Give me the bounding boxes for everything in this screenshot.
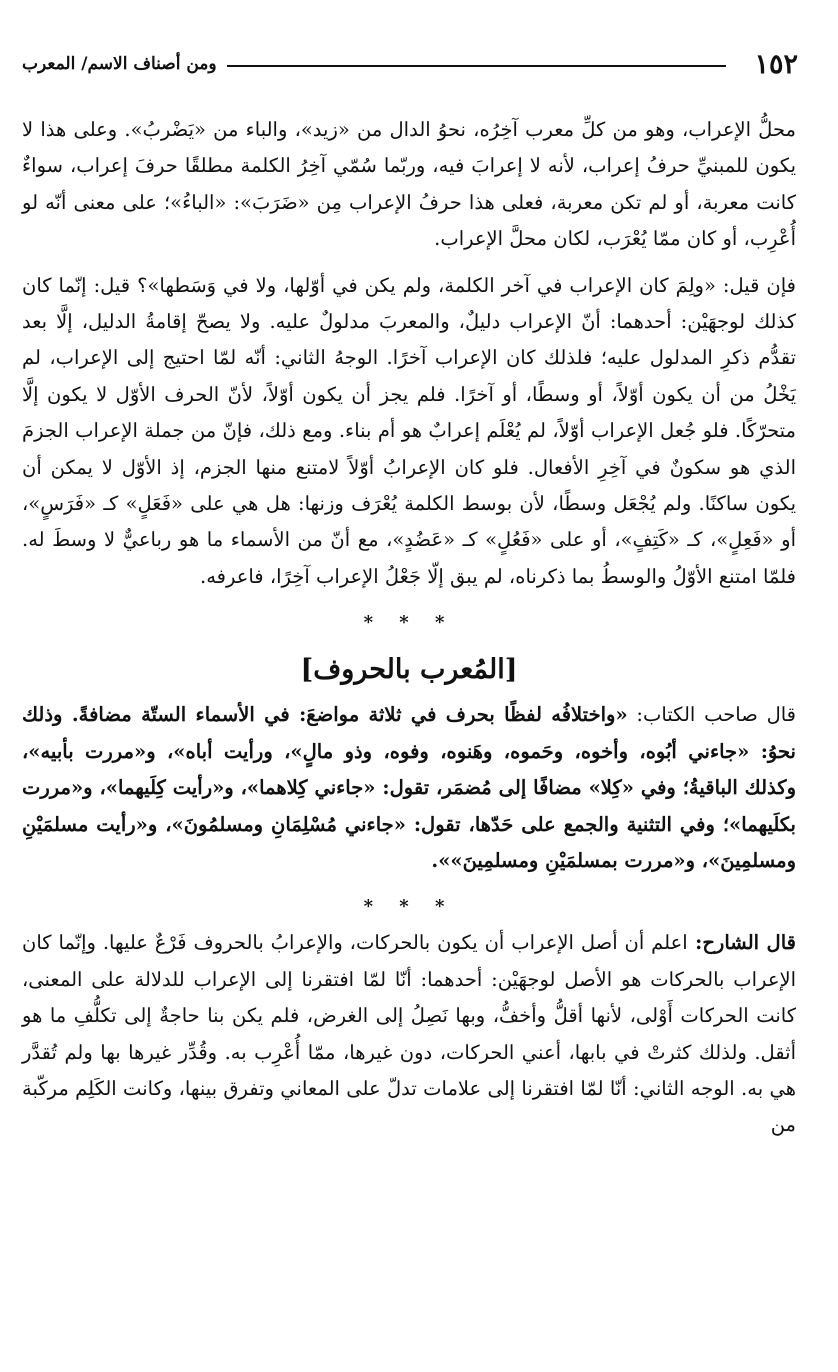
section-separator-2: * * * — [363, 896, 455, 918]
paragraph-4-lead: قال الشارح: — [687, 931, 796, 955]
paragraph-3-quote: «واختلافُه لفظًا بحرف في ثلاثة مواضعَ: في الأسماء الستّة مضافةً. وذلك نحوُ: «جاءني أبُوه، وأخوه، وحَموه، وهَنوه، وفوه، وذو مالٍ»، ورأيت أباه»، و«مررت بأبيه»، وكذلك الباقيةُ؛ وفي «كِلا» مضافًا إلى مُضمَر، تقول: «جاءني كِلاهما»، و«رأيت كِلَيهما»، و«مررت بكلَيهما»؛ وفي التثنية والجمع على حَدّها، تقول: «جاءني مُسْلِمَانِ ومسلمُونَ»، و«رأيت مسلمَيْنِ ومسلمِينَ»، و«مررت بمسلمَيْنِ ومسلمِينَ»». — [22, 703, 796, 872]
page-header — [22, 44, 798, 84]
running-head: ومن أصناف الاسم/ المعرب — [22, 54, 217, 74]
section-title: [المُعرب بالحروف] — [300, 654, 518, 686]
header-rule — [227, 65, 727, 67]
paragraph-4 — [22, 925, 796, 1143]
page-number: ١٥٢ — [754, 48, 798, 80]
page-body — [22, 112, 796, 1144]
paragraph-4-text: اعلم أن أصل الإعراب أن يكون بالحركات، والإعرابُ بالحروف فَرْعٌ عليها. وإنّما كان الإعراب بالحركات هو الأصل لوجهَيْن: أحدهما: أنّا لمّا افتقرنا إلى الإعراب للدلالة على المعنى، كانت الحركات أَوْلى، لأنها أقلُّ وأخفُّ، وبها نَصِلُ إلى الغرض، فلم يكن بنا حاجةٌ إلى تكلُّفِ ما هو أثقل. ولذلك كثرتْ في بابها، أعني الحركات، دون غيرها، ممّا أُعْرِب به. وقُدِّر غيرها بها ولم تُقدَّر هي به. الوجه الثاني: أنّا لمّا افتقرنا إلى علامات تدلّ على المعاني وتفرق بينها، وكانت الكَلِم مركّبة من — [22, 931, 796, 1137]
paragraph-3 — [22, 697, 796, 879]
section-separator-1: * * * — [363, 612, 455, 634]
paragraph-2: فإن قيل: «ولِمَ كان الإعراب في آخر الكلمة، ولم يكن في أوّلها، ولا في وَسَطها»؟ قيل: إنّما كان كذلك لوجهَيْن: أحدهما: أنّ الإعراب دليلٌ، والمعربَ مدلولٌ عليه. ولا يصحّ إقامةُ الدليل، إلَّا بعد تقدُّم ذكرِ المدلول عليه؛ فلذلك كان الإعراب آخرًا. الوجهُ الثاني: أنّه لمّا احتيج إلى الإعراب، لم يَخْلُ من أن يكون أوّلاً، أو وسطًا، أو آخرًا. فلم يجز أن يكون أوّلاً، لأنّ الحرف الأوّل لا يكون إلَّا متحرّكًا. فلو جُعل الإعراب أوّلاً، لم يُعْلَم إعرابٌ هو أم بناء. ومع ذلك، فإنّ من جملة الإعراب الجزمَ الذي هو سكونٌ في آخِرِ الأفعال. فلو كان الإعرابُ أوّلاً لامتنع منها الجزم، إذ الأوّل لا يمكن أن يكون ساكنًا. ولم يُجْعَل وسطًا، لأن بوسط الكلمة يُعْرَف وزنها: هل هي على «فَعَلٍ» كـ «فَرَسٍ»، أو «فَعِلٍ»، كـ «كَتِفٍ»، أو على «فَعُلٍ» كـ «عَضُدٍ»، مع أنّ من الأسماء ما هو رباعيٌّ لا وسطَ له. فلمّا امتنع الأوّلُ والوسطُ بما ذكرناه، لم يبق إلّا جَعْلُ الإعراب آخِرًا، فاعرفه. — [22, 273, 796, 588]
paragraph-1: محلُّ الإعراب، وهو من كلِّ معرب آخِرُه، نحوُ الدال من «زيد»، والباء من «يَضْربُ». وعلى هذا لا يكون للمبنيِّ حرفُ إعراب، لأنه لا إعرابَ فيه، وربّما سُمّي آخِرُ الكلمة مطلقًا حرفَ إعراب، سواءٌ كانت معربة، أو لم تكن معربة، فعلى هذا حرفُ الإعراب مِن «ضَرَبَ»: «الباءُ»؛ على معنى أنّه لو أُعْرِب، أو كان ممّا يُعْرَب، لكان محلَّ الإعراب. — [22, 118, 797, 251]
paragraph-3-lead: قال صاحب الكتاب: — [627, 703, 797, 727]
